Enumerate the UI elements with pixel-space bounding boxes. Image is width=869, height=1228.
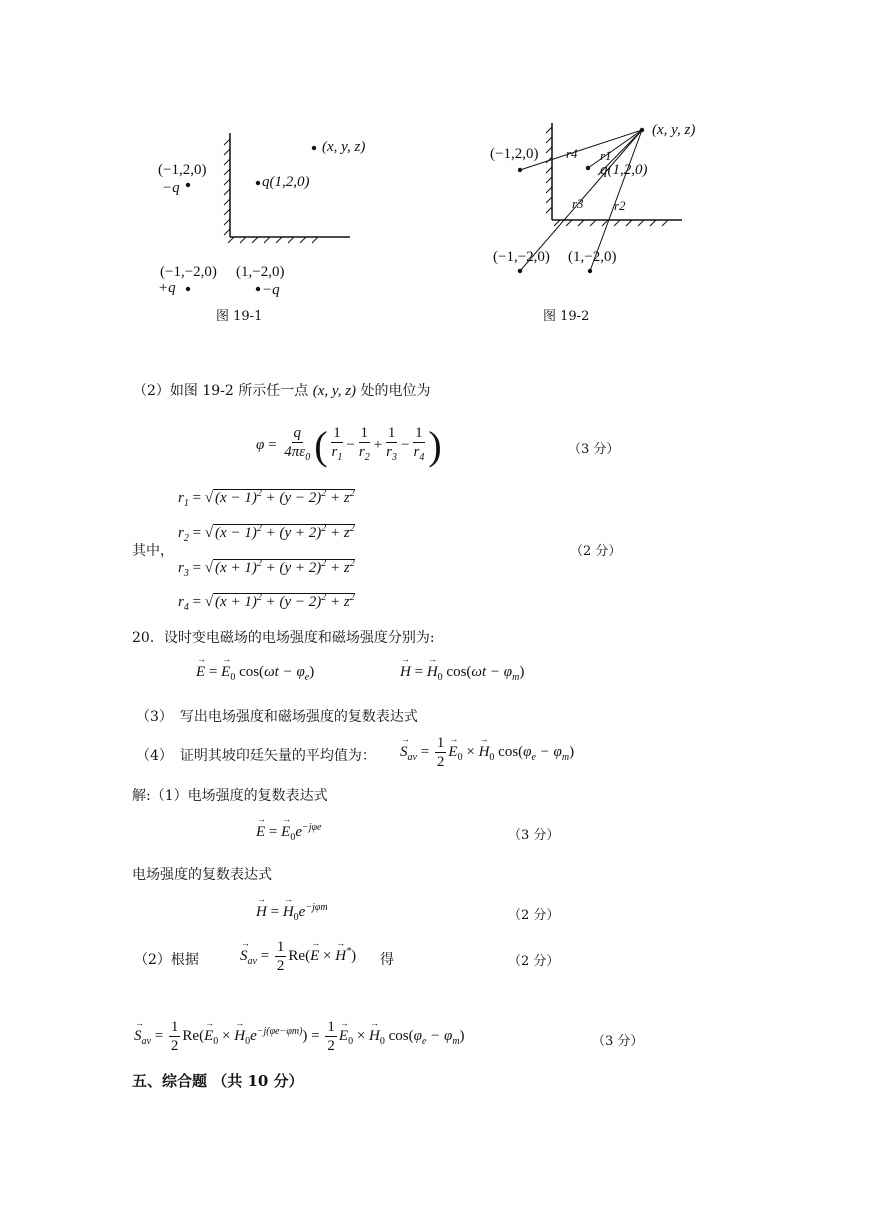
r4-formula: $r_4$ = √ $(x + 1)^2 + (y - 2)^2 + z^2$ [178, 592, 355, 613]
e-complex-formula: → E = → $E_0e^{-j\varphi e}$ [256, 822, 321, 843]
fig2-label-q: q(1,2,0) [600, 162, 648, 178]
poynting-result-formula: → $S_{av}$ = $\frac{1}{2}$ $Re(\to E_0$ × → $H_0e^{-j(\varphi e-\varphi m)}$) = $\frac{1}{2}$ → $E_0$ × → $H_0$ $\cos(\varphi_e - \varphi_m)$ [134, 1018, 465, 1055]
part2-intro-b: 处的电位为 [360, 383, 431, 399]
r1-formula: $r_1$ = √ $(x - 1)^2 + (y - 2)^2 + z^2$ [178, 488, 355, 509]
h-complex-formula: → H = → $H_0e^{-j\varphi m}$ [256, 902, 328, 923]
score-r: （2 分） [570, 544, 622, 559]
fig2-label-r4: r4 [566, 146, 578, 161]
phi-formula: φ = $\frac{q}{4\pi\varepsilon_0}$ ( $\frac{1}{r_1}$ − $\frac{1}{r_2}$ + $\frac{1}{r_3}$ − $\frac{1}{r_4}$ ) [256, 423, 442, 468]
fig1-label-left-coord: (−1,2,0) [158, 162, 207, 178]
score-e: （3 分） [508, 828, 560, 843]
fig2-label-xyz: (x, y, z) [652, 122, 696, 138]
poynting-avg-formula: → $S_{av}$ = $\frac{1}{2}$ → $E_0$ × → $H_0$ $\cos(\varphi_e - \varphi_m)$ [400, 734, 574, 771]
score-s: （2 分） [508, 954, 560, 969]
fig1-label-br-charge: −q [262, 282, 280, 298]
solution-2-de: 得 [380, 952, 394, 968]
q20-text: 20．设时变电磁场的电场强度和磁场强度分别为: [132, 630, 435, 646]
fig1-label-q: q(1,2,0) [262, 174, 310, 190]
score-h: （2 分） [508, 908, 560, 923]
r2-formula: $r_2$ = √ $(x - 1)^2 + (y + 2)^2 + z^2$ [178, 523, 355, 544]
fig2-label-r1: r1 [600, 148, 612, 163]
fig2-label-r2: r2 [614, 198, 626, 213]
score-phi: （3 分） [568, 442, 620, 457]
fig2-label-br: (1,−2,0) [568, 249, 617, 265]
h-field-formula: → H = → $H_0$ $\cos(\omega t - \varphi_m)$ [400, 664, 524, 683]
score-final: （3 分） [592, 1034, 644, 1049]
solution-2-label: （2）根据 [134, 952, 199, 968]
r3-formula: $r_3$ = √ $(x + 1)^2 + (y + 2)^2 + z^2$ [178, 558, 355, 579]
fig1-caption: 图 19-1 [216, 309, 263, 324]
part2-intro-a: （2）如图 19-2 所示任一点 [133, 383, 309, 399]
solution-1: 解:（1）电场强度的复数表达式 [132, 788, 328, 804]
where-label: 其中， [132, 543, 174, 559]
poynting-def-formula: → $S_{av}$ = $\frac{1}{2}$ Re(→ E × → H*) [240, 938, 356, 975]
fig1-label-bl-charge: +q [158, 280, 176, 296]
solution-h-label: 电场强度的复数表达式 [132, 867, 272, 883]
part2-intro-point: (x, y, z) [312, 383, 357, 399]
fig2-label-left: (−1,2,0) [490, 146, 539, 162]
fig1-label-bl-coord: (−1,−2,0) [160, 264, 217, 280]
e-field-formula: → E = → $E_0$ $\cos(\omega t - \varphi_e)$ [196, 664, 314, 683]
fig2-label-bl: (−1,−2,0) [493, 249, 550, 265]
section-5-title: 五、综合题 （共 10 分） [132, 1072, 304, 1090]
fig2-caption: 图 19-2 [543, 309, 590, 324]
q20-sub3: （3） 写出电场强度和磁场强度的复数表达式 [136, 709, 418, 725]
fig1-label-left-charge: −q [162, 180, 180, 196]
q20-sub4: （4） 证明其坡印廷矢量的平均值为： [136, 748, 376, 764]
part2-intro [133, 380, 431, 400]
fig1-label-br-coord: (1,−2,0) [236, 264, 285, 280]
fig2-label-r3: r3 [572, 196, 584, 211]
fig1-label-xyz: (x, y, z) [322, 139, 366, 155]
